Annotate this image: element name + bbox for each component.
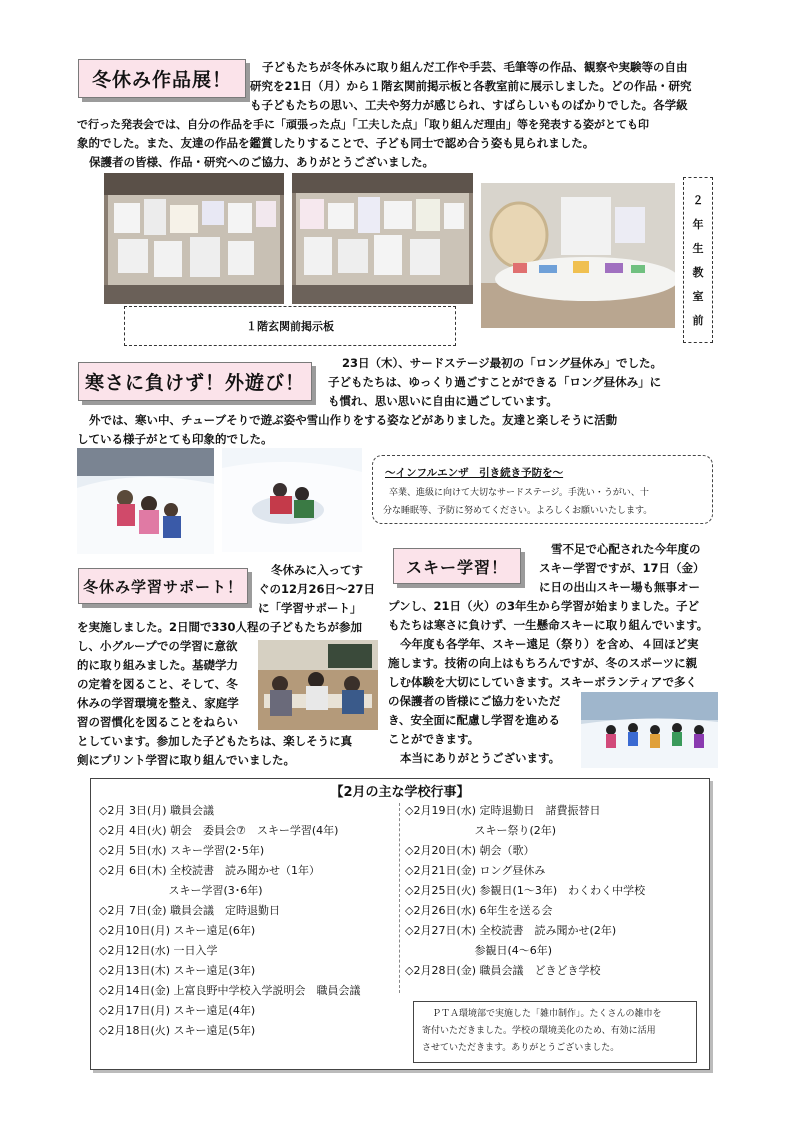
classroom-caption-char: 前: [692, 314, 704, 327]
support-line-8: 休みの学習環境を整え、家庭学: [77, 696, 239, 710]
ski-line-2: スキー学習ですが、17日（金）: [539, 561, 705, 575]
schedule-item: ◇2月18日(火) スキー遠足(5年): [99, 1024, 256, 1037]
schedule-item: スキー学習(3･6年): [99, 884, 263, 897]
classroom-caption-char: 室: [692, 290, 704, 303]
exhibit-photo-2: [292, 173, 473, 304]
outdoor-play-title: 寒さに負けず！外遊び！: [78, 362, 312, 401]
ski-line-4: プンし、21日（火）の3年生から学習が始まりました。子ど: [388, 599, 700, 613]
schedule-item: ◇2月20日(木) 朝会（歌）: [405, 844, 535, 857]
winter-works-line-1: 子どもたちが冬休みに取り組んだ工作や手芸、毛筆等の作品、観察や実験等の自由: [262, 60, 688, 74]
ski-line-10: き、安全面に配慮し学習を進める: [388, 713, 561, 727]
schedule-item: ◇2月13日(木) スキー遠足(3年): [99, 964, 256, 977]
schedule-item: ◇2月 7日(金) 職員会議 定時退勤日: [99, 904, 281, 917]
schedule-item: ◇2月25日(火) 参観日(1～3年) わくわく中学校: [405, 884, 646, 897]
support-line-11: 剣にプリント学習に取り組んでいました。: [77, 753, 296, 767]
schedule-item: ◇2月12日(水) 一日入学: [99, 944, 218, 957]
ski-line-7: 施します。技術の向上はもちろんですが、冬のスポーツに親: [388, 656, 698, 670]
support-line-5: し、小グループでの学習に意欲: [77, 639, 238, 653]
winter-works-line-4: で行った発表会では、自分の作品を手に「頑張った点」「工夫した点」「取り組んだ理由」等を発表する姿がとても印: [77, 118, 649, 131]
schedule-item: ◇2月 5日(水) スキー学習(2･5年): [99, 844, 265, 857]
ski-line-3: に日の出山スキー場も無事オー: [539, 580, 700, 594]
entrance-board-caption: １階玄関前掲示板: [124, 306, 456, 346]
snow-photo-1: [77, 448, 214, 554]
pta-line-1: ＰＴＡ環境部で実施した「雑巾制作」。たくさんの雑巾を: [432, 1009, 662, 1019]
ski-line-9: の保護者の皆様にご協力をいただ: [388, 694, 561, 708]
ski-line-12: 本当にありがとうございます。: [400, 751, 561, 765]
winter-works-line-6: 保護者の皆様、作品・研究へのご協力、ありがとうございました。: [89, 155, 434, 169]
outdoor-line-3: も慣れ、思い思いに自由に過ごしています。: [328, 394, 558, 408]
schedule-item: ◇2月17日(月) スキー遠足(4年): [99, 1004, 256, 1017]
ski-line-8: しむ体験を大切にしていきます。スキーボランティアで多く: [388, 675, 698, 689]
schedule-item: ◇2月27日(木) 全校読書 読み聞かせ(2年): [405, 924, 617, 937]
schedule-item: ◇2月 4日(火) 朝会 委員会⑦ スキー学習(4年): [99, 824, 339, 837]
outdoor-line-5: している様子がとても印象的でした。: [77, 432, 273, 446]
schedule-right-column: [405, 801, 645, 981]
support-line-6: 的に取り組みました。基礎学力: [77, 658, 238, 672]
schedule-divider: [399, 803, 400, 993]
outdoor-line-1: 23日（木）、サードステージ最初の「ロング昼休み」でした。: [342, 356, 662, 370]
schedule-item: ◇2月10日(月) スキー遠足(6年): [99, 924, 256, 937]
snow-photo-2: [222, 448, 362, 552]
winter-works-line-3: も子どもたちの思い、工夫や努力が感じられ、すばらしいものばかりでした。各学級: [250, 98, 688, 112]
learning-support-photo: [258, 640, 378, 730]
pta-line-2: 寄付いただきました。学校の環境美化のため、有効に活用: [422, 1026, 656, 1036]
winter-works-line-2: 研究を21日（月）から１階玄関前掲示板と各教室前に展示しました。どの作品・研究: [250, 79, 692, 93]
classroom-caption-char: 教: [692, 266, 704, 279]
ski-learning-title: スキー学習！: [393, 548, 521, 584]
support-line-3: に「学習サポート」: [258, 601, 362, 615]
support-line-10: としています。参加した子どもたちは、楽しそうに真: [77, 734, 353, 748]
schedule-item: ◇2月19日(水) 定時退勤日 諸費振替日: [405, 804, 601, 817]
outdoor-line-4: 外では、寒い中、チューブそりで遊ぶ姿や雪山作りをする姿などがありました。友達と楽しそうに活動: [89, 413, 618, 427]
schedule-title: 【2月の主な学校行事】: [330, 785, 470, 800]
support-line-9: 習の習慣化を図ることをねらい: [77, 715, 238, 729]
flu-box-title: ～インフルエンザ 引き続き予防を～: [385, 467, 564, 479]
exhibit-photo-1: [104, 173, 284, 304]
winter-works-line-5: 象的でした。また、友達の作品を鑑賞したりすることで、子ども同士で認め合う姿も見られました。: [77, 136, 595, 150]
ski-line-6: 今年度も各学年、スキー遠足（祭り）を含め、４回ほど実: [400, 637, 699, 651]
learning-support-title: 冬休み学習サポート！: [78, 568, 248, 604]
ski-line-11: ことができます。: [388, 732, 480, 746]
schedule-item: ◇2月28日(金) 職員会議 どきどき学校: [405, 964, 601, 977]
flu-prevention-box: [372, 455, 713, 524]
flu-box-line-1: 卒業、進級に向けて大切なサードステージ。手洗い・うがい、十: [389, 488, 649, 498]
schedule-item: ◇2月21日(金) ロング昼休み: [405, 864, 546, 877]
schedule-item: ◇2月 6日(木) 全校読書 読み聞かせ（1年）: [99, 864, 321, 877]
schedule-left-column: [99, 801, 361, 1041]
schedule-item: 参観日(4～6年): [405, 944, 553, 957]
classroom-caption-char: 生: [692, 242, 704, 255]
support-line-7: の定着を図ること、そして、冬: [77, 677, 238, 691]
outdoor-line-2: 子どもたちは、ゆっくり過ごすことができる「ロング昼休み」に: [328, 375, 662, 389]
schedule-item: スキー祭り(2年): [405, 824, 557, 837]
february-schedule-box: [90, 778, 710, 1070]
support-line-1: 冬休みに入ってす: [271, 563, 363, 577]
ski-line-1: 雪不足で心配された今年度の: [551, 542, 701, 556]
classroom-caption-char: ２: [692, 194, 704, 207]
schedule-item: ◇2月14日(金) 上富良野中学校入学説明会 職員会議: [99, 984, 361, 997]
winter-works-title: 冬休み作品展！: [78, 59, 246, 98]
support-line-4: を実施しました。2日間で330人程の子どもたちが参加: [77, 620, 363, 634]
exhibit-photo-3: [481, 183, 675, 328]
ski-photo: [581, 692, 718, 768]
schedule-item: ◇2月 3日(月) 職員会議: [99, 804, 215, 817]
pta-thanks-box: [413, 1001, 697, 1063]
classroom-caption-char: 年: [692, 218, 704, 231]
classroom-caption: [683, 177, 713, 343]
ski-line-5: もたちは寒さに負けず、一生懸命スキーに取り組んでいます。: [388, 618, 709, 632]
pta-line-3: させていただきます。ありがとうございました。: [422, 1043, 620, 1053]
support-line-2: ぐの12月26日～27日: [258, 582, 376, 596]
schedule-item: ◇2月26日(水) 6年生を送る会: [405, 904, 553, 917]
flu-box-line-2: 分な睡眠等、予防に努めてください。よろしくお願いいたします。: [383, 506, 653, 516]
